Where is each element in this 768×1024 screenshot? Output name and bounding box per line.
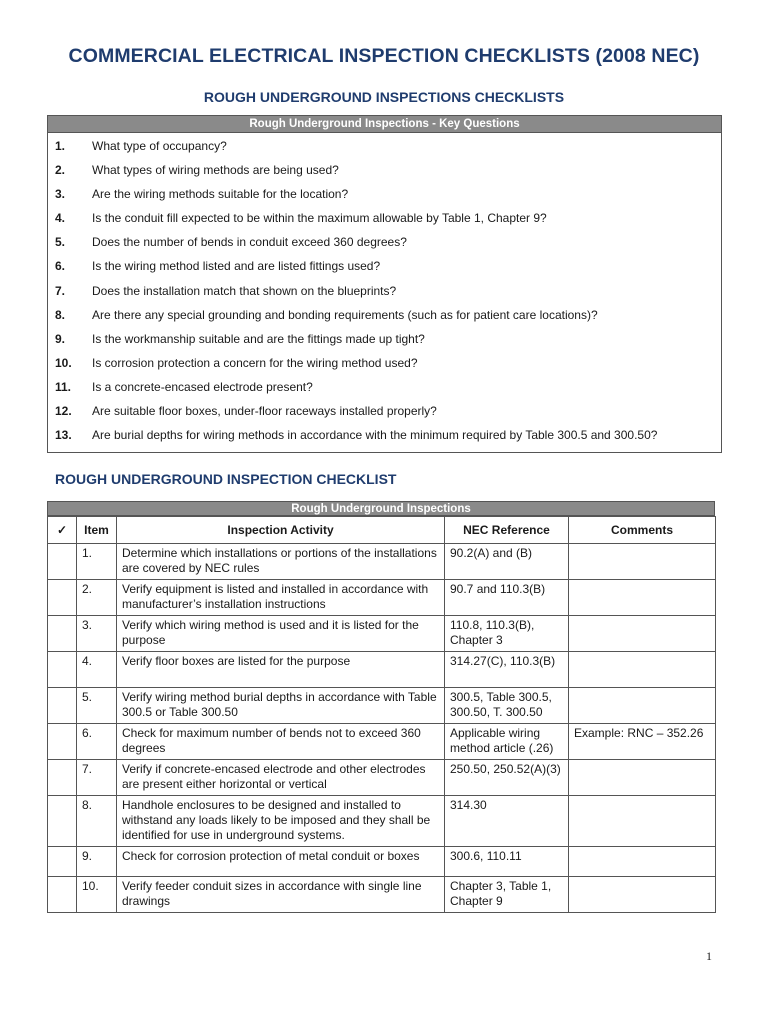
checklist-header: Rough Underground Inspections [47,501,715,516]
key-question-item [48,308,721,332]
comments-cell [569,544,716,580]
checklist-body [48,544,716,913]
key-question-number: 8. [55,307,66,322]
nec-reference-cell: 300.6, 110.11 [445,847,569,877]
key-question-item [48,163,721,187]
checklist-row [48,877,716,913]
comments-cell [569,616,716,652]
key-question-number: 6. [55,259,66,274]
checklist-table-wrap [47,501,715,913]
key-question-text: Are burial depths for wiring methods in accordance with the minimum required by Table 300.5 and 300.50? [92,428,658,443]
key-question-number: 2. [55,163,66,178]
key-question-item [48,139,721,163]
activity-cell: Verify if concrete-encased electrode and other electrodes are present either horizontal or vertical [117,760,445,796]
document-title: COMMERCIAL ELECTRICAL INSPECTION CHECKLISTS (2008 NEC) [68,45,700,67]
checklist-section-title: ROUGH UNDERGROUND INSPECTION CHECKLIST [55,471,397,487]
checklist-row [48,616,716,652]
key-question-text: What type of occupancy? [92,139,227,153]
comments-cell [569,877,716,913]
key-question-text: Does the installation match that shown on the blueprints? [92,283,397,298]
nec-reference-cell: 300.5, Table 300.5, 300.50, T. 300.50 [445,688,569,724]
check-cell[interactable] [48,616,77,652]
key-question-text: What types of wiring methods are being used? [92,163,339,178]
key-question-number: 4. [55,211,66,226]
item-column-header: Item [77,517,117,544]
checklist-row [48,796,716,847]
key-question-item [48,259,721,283]
key-question-item [48,356,721,380]
checklist-row [48,544,716,580]
key-question-item [48,187,721,211]
checklist-table [47,516,716,913]
checklist-column-headers [48,517,716,544]
check-cell[interactable] [48,544,77,580]
activity-cell: Check for maximum number of bends not to exceed 360 degrees [117,724,445,760]
page-number: 1 [706,949,712,963]
nec-reference-cell: 90.7 and 110.3(B) [445,580,569,616]
key-question-text: Is the workmanship suitable and are the fittings made up tight? [92,331,425,346]
check-column-header: ✓ [48,517,77,544]
check-cell[interactable] [48,724,77,760]
key-question-item [48,332,721,356]
comments-cell [569,652,716,688]
nec-reference-cell: Applicable wiring method article (.26) [445,724,569,760]
key-question-text: Is the wiring method listed and are listed fittings used? [92,259,381,274]
item-cell: 2. [77,580,117,616]
key-question-item [48,404,721,428]
key-question-text: Is the conduit fill expected to be within the maximum allowable by Table 1, Chapter 9? [92,211,547,226]
key-question-number: 3. [55,187,66,202]
comments-cell: Example: RNC – 352.26 [569,724,716,760]
key-question-text: Is corrosion protection a concern for the wiring method used? [92,355,418,370]
nec-reference-cell: 314.30 [445,796,569,847]
key-question-item [48,235,721,259]
key-question-item [48,284,721,308]
check-cell[interactable] [48,688,77,724]
check-cell[interactable] [48,580,77,616]
checklist-row [48,760,716,796]
key-questions-list [48,139,721,452]
activity-cell: Verify feeder conduit sizes in accordance with single line drawings [117,877,445,913]
item-cell: 7. [77,760,117,796]
key-question-text: Does the number of bends in conduit exceed 360 degrees? [92,235,407,250]
nec-reference-cell: Chapter 3, Table 1, Chapter 9 [445,877,569,913]
checklist-row [48,652,716,688]
check-cell[interactable] [48,652,77,688]
key-question-text: Is a concrete-encased electrode present? [92,379,313,394]
key-question-number: 11. [55,379,72,394]
key-question-number: 1. [55,139,66,153]
nec-column-header: NEC Reference [445,517,569,544]
key-question-number: 10. [55,355,72,370]
key-questions-header: Rough Underground Inspections - Key Questions [48,116,721,133]
item-cell: 8. [77,796,117,847]
activity-cell: Check for corrosion protection of metal conduit or boxes [117,847,445,877]
activity-column-header: Inspection Activity [117,517,445,544]
item-cell: 5. [77,688,117,724]
key-question-number: 5. [55,235,66,250]
check-cell[interactable] [48,796,77,847]
item-cell: 1. [77,544,117,580]
check-cell[interactable] [48,847,77,877]
key-question-number: 7. [55,283,66,298]
activity-cell: Verify floor boxes are listed for the purpose [117,652,445,688]
key-question-number: 12. [55,404,72,419]
key-question-number: 13. [55,428,72,443]
check-cell[interactable] [48,760,77,796]
key-questions-box [47,115,722,453]
nec-reference-cell: 314.27(C), 110.3(B) [445,652,569,688]
checklist-row [48,724,716,760]
comments-column-header: Comments [569,517,716,544]
nec-reference-cell: 110.8, 110.3(B), Chapter 3 [445,616,569,652]
activity-cell: Verify equipment is listed and installed in accordance with manufacturer’s installation instructions [117,580,445,616]
check-cell[interactable] [48,877,77,913]
comments-cell [569,796,716,847]
key-question-item [48,428,721,452]
activity-cell: Verify wiring method burial depths in accordance with Table 300.5 or Table 300.50 [117,688,445,724]
nec-reference-cell: 250.50, 250.52(A)(3) [445,760,569,796]
comments-cell [569,688,716,724]
checklist-row [48,580,716,616]
activity-cell: Handhole enclosures to be designed and installed to withstand any loads likely to be imposed and they shall be identified for use in underground systems. [117,796,445,847]
nec-reference-cell: 90.2(A) and (B) [445,544,569,580]
item-cell: 4. [77,652,117,688]
item-cell: 10. [77,877,117,913]
checklist-row [48,688,716,724]
key-question-item [48,211,721,235]
key-question-item [48,380,721,404]
key-question-text: Are suitable floor boxes, under-floor raceways installed properly? [92,404,437,419]
item-cell: 6. [77,724,117,760]
checklist-row [48,847,716,877]
activity-cell: Verify which wiring method is used and it is listed for the purpose [117,616,445,652]
key-question-number: 9. [55,331,66,346]
comments-cell [569,580,716,616]
key-question-text: Are the wiring methods suitable for the location? [92,187,349,202]
item-cell: 9. [77,847,117,877]
comments-cell [569,760,716,796]
activity-cell: Determine which installations or portions of the installations are covered by NEC rules [117,544,445,580]
comments-cell [569,847,716,877]
key-question-text: Are there any special grounding and bonding requirements (such as for patient care locations)? [92,307,598,322]
item-cell: 3. [77,616,117,652]
document-subtitle: ROUGH UNDERGROUND INSPECTIONS CHECKLISTS [203,89,565,105]
